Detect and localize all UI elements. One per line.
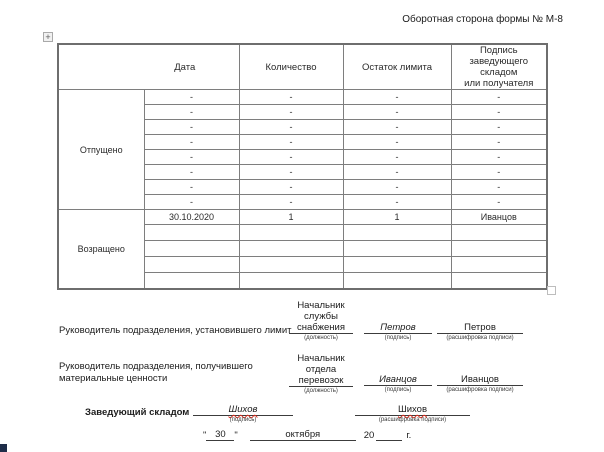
table-cell[interactable]: - xyxy=(343,150,451,165)
position-value xyxy=(289,300,353,334)
table-cell[interactable] xyxy=(451,257,547,273)
table-row xyxy=(58,210,547,225)
position-line: перевозок xyxy=(298,375,344,386)
table-cell[interactable] xyxy=(144,225,239,241)
signature-value: Иванцов xyxy=(379,374,417,385)
table-cell[interactable]: - xyxy=(144,195,239,210)
table-cell[interactable] xyxy=(451,241,547,257)
header-signature-line: или получателя xyxy=(464,78,534,89)
table-cell[interactable]: - xyxy=(343,135,451,150)
move-cross-icon: + xyxy=(45,32,51,42)
position-field[interactable] xyxy=(289,353,353,394)
signature-value: Петров xyxy=(380,322,416,333)
header-cell-signature xyxy=(451,44,547,90)
table-cell[interactable]: - xyxy=(239,165,343,180)
name-caption: (расшифровка подписи) xyxy=(378,417,447,423)
table-cell[interactable]: - xyxy=(239,120,343,135)
table-cell[interactable] xyxy=(239,273,343,289)
header-cell-limit-balance: Остаток лимита xyxy=(343,44,451,90)
table-cell[interactable] xyxy=(343,241,451,257)
table-row xyxy=(58,90,547,105)
table-cell[interactable] xyxy=(451,273,547,289)
signature-field[interactable] xyxy=(193,403,293,423)
table-cell[interactable]: - xyxy=(343,105,451,120)
table-cell[interactable] xyxy=(239,225,343,241)
table-cell[interactable]: - xyxy=(144,180,239,195)
position-caption: (должность) xyxy=(304,388,338,394)
table-cell[interactable]: - xyxy=(144,105,239,120)
signature-role-label-line: материальные ценности xyxy=(59,372,168,384)
name-value: Петров xyxy=(464,322,496,333)
signature-caption: (подпись) xyxy=(384,387,412,393)
table-cell[interactable] xyxy=(239,257,343,273)
table-move-handle[interactable] xyxy=(43,32,53,42)
table-cell[interactable]: Иванцов xyxy=(451,210,547,225)
position-line: службы xyxy=(304,311,338,322)
table-cell[interactable]: - xyxy=(451,180,547,195)
position-caption: (должность) xyxy=(304,335,338,341)
date-month-blank[interactable]: октября xyxy=(250,429,356,441)
table-cell[interactable]: - xyxy=(239,180,343,195)
position-line: Начальник xyxy=(297,353,345,364)
table-cell[interactable] xyxy=(451,225,547,241)
signature-field[interactable] xyxy=(364,321,432,341)
name-value: Иванцов xyxy=(461,374,499,385)
signature-caption: (подпись) xyxy=(229,417,257,423)
page-title: Оборотная сторона формы № М-8 xyxy=(402,14,563,25)
signature-field[interactable] xyxy=(364,373,432,393)
header-cell-quantity: Количество xyxy=(239,44,343,90)
table-cell[interactable]: - xyxy=(239,135,343,150)
signature-caption: (подпись) xyxy=(384,335,412,341)
page-corner-mark xyxy=(0,444,7,452)
signature-role-label-line: Заведующий складом xyxy=(85,407,190,418)
signature-role-label xyxy=(59,325,292,337)
position-line: снабжения xyxy=(297,322,345,333)
table-cell[interactable] xyxy=(343,273,451,289)
signature-role-label xyxy=(85,407,189,419)
table-cell[interactable] xyxy=(239,241,343,257)
position-line: отдела xyxy=(305,364,337,375)
signature-role-label-line: Руководитель подразделения, получившего xyxy=(59,361,253,372)
table-cell[interactable]: - xyxy=(451,120,547,135)
table-cell[interactable]: - xyxy=(451,105,547,120)
section-label-returned: Возращено xyxy=(58,210,144,289)
table-cell[interactable]: 1 xyxy=(239,210,343,225)
signature-role-label-line: Руководитель подразделения, установившего лимит xyxy=(59,325,292,336)
table-cell[interactable]: - xyxy=(343,120,451,135)
name-field[interactable] xyxy=(437,321,523,341)
name-caption: (расшифровка подписи) xyxy=(446,387,514,393)
position-value xyxy=(289,353,353,387)
date-year-prefix: 20 xyxy=(363,430,375,441)
section-label-issued: Отпущено xyxy=(58,90,144,210)
date-year-suffix: г. xyxy=(406,430,412,441)
open-quote: " xyxy=(203,430,207,441)
position-field[interactable] xyxy=(289,300,353,341)
date-year-blank[interactable] xyxy=(376,429,402,441)
table-cell[interactable] xyxy=(343,225,451,241)
table-cell[interactable]: 30.10.2020 xyxy=(144,210,239,225)
table-cell[interactable]: - xyxy=(451,165,547,180)
table-cell[interactable]: - xyxy=(451,90,547,105)
close-quote: " xyxy=(234,430,238,441)
table-cell[interactable]: - xyxy=(343,195,451,210)
name-field[interactable] xyxy=(437,373,523,393)
table-cell[interactable]: - xyxy=(144,165,239,180)
table-cell[interactable]: - xyxy=(343,180,451,195)
table-cell[interactable]: - xyxy=(239,150,343,165)
date-day-blank[interactable]: 30 xyxy=(206,429,234,441)
table-cell[interactable]: - xyxy=(343,165,451,180)
table-cell[interactable]: - xyxy=(343,90,451,105)
date-line xyxy=(203,429,411,441)
table-resize-handle[interactable] xyxy=(547,286,556,295)
header-signature-line: Подпись заведующего xyxy=(469,45,529,67)
table-cell[interactable]: - xyxy=(144,135,239,150)
table-cell[interactable]: - xyxy=(451,150,547,165)
table-cell[interactable]: - xyxy=(451,195,547,210)
table-cell[interactable]: 1 xyxy=(343,210,451,225)
table-cell[interactable] xyxy=(343,257,451,273)
limit-usage-table xyxy=(57,43,548,290)
table-cell[interactable]: - xyxy=(451,135,547,150)
table-cell[interactable]: - xyxy=(239,105,343,120)
table-cell[interactable]: - xyxy=(144,150,239,165)
position-line: Начальник xyxy=(297,300,345,311)
name-value: Шихов xyxy=(398,404,427,415)
header-signature-line: складом xyxy=(480,67,518,78)
table-cell[interactable] xyxy=(144,273,239,289)
signature-role-label xyxy=(59,361,253,384)
table-cell[interactable]: - xyxy=(144,120,239,135)
name-caption: (расшифровка подписи) xyxy=(446,335,514,341)
table-cell[interactable]: - xyxy=(144,90,239,105)
table-cell[interactable]: - xyxy=(239,90,343,105)
table-cell[interactable]: - xyxy=(239,195,343,210)
name-field[interactable] xyxy=(355,403,470,423)
table-cell[interactable] xyxy=(144,257,239,273)
header-cell-date: Дата xyxy=(58,44,239,90)
table-cell[interactable] xyxy=(144,241,239,257)
signature-value: Шихов xyxy=(228,404,258,415)
